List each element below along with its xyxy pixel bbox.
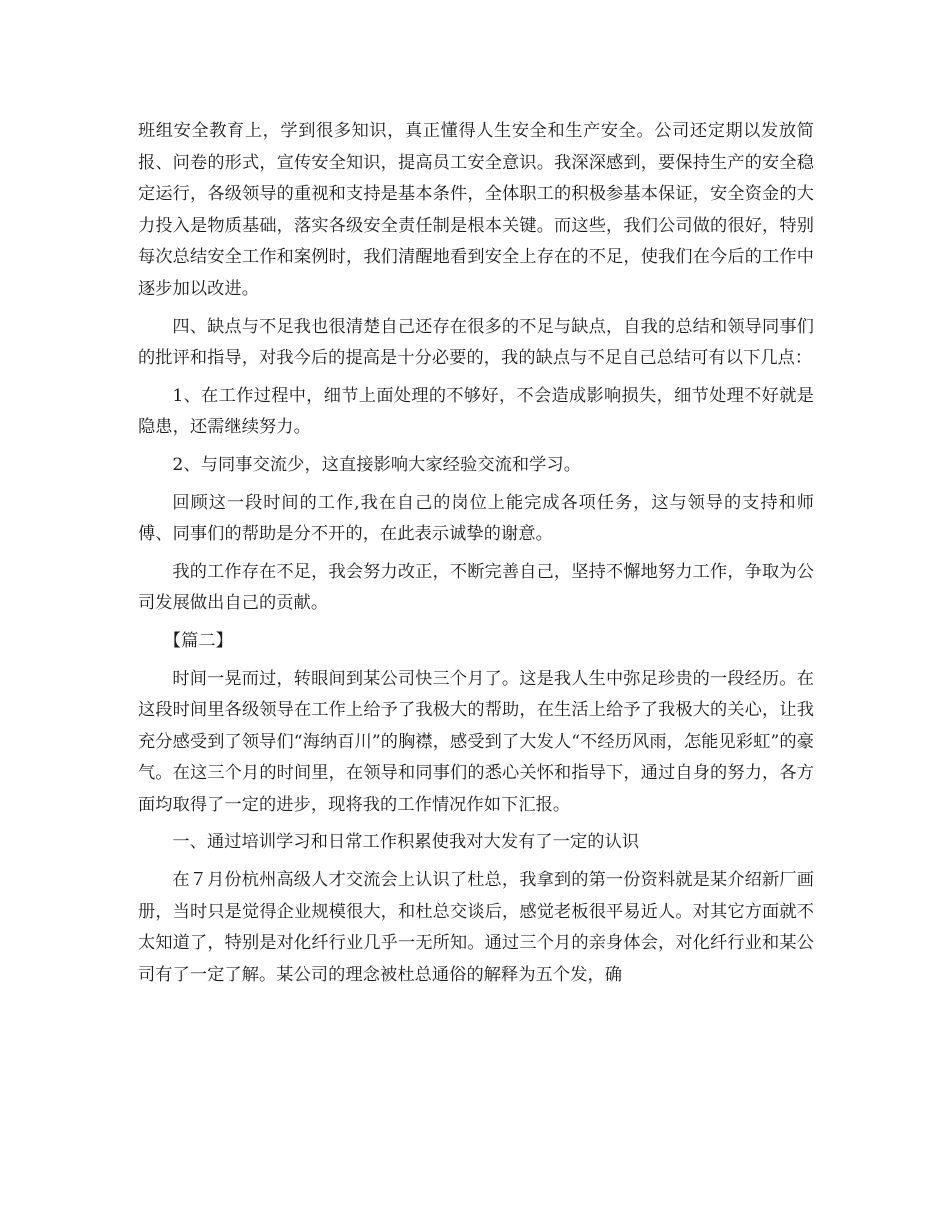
- paragraph-shortcomings: 四、缺点与不足我也很清楚自己还存在很多的不足与缺点，自我的总结和领导同事们的批评和指导，对我今后的提高是十分必要的，我的缺点与不足自己总结可有以下几点：: [138, 316, 814, 369]
- paragraph-commitment: 我的工作存在不足，我会努力改正，不断完善自己，坚持不懈地努力工作，争取为公司发展做出自己的贡献。: [138, 561, 814, 614]
- paragraph-part-two-intro: 时间一晃而过，转眼间到某公司快三个月了。这是我人生中弥足珍贵的一段经历。在这段时间里各级领导在工作上给予了我极大的帮助，在生活上给予了我极大的关心，让我充分感受到了领导们“海纳百川”的胸襟，感受到了大发人“不经历风雨，怎能见彩虹”的豪气。在这三个月的时间里，在领导和同事们的悉心关怀和指导下，通过自身的努力，各方面均取得了一定的进步，现将我的工作情况作如下汇报。: [138, 668, 814, 815]
- paragraph-point-2: 2、与同事交流少，这直接影响大家经验交流和学习。: [172, 454, 582, 475]
- paragraph-hangzhou-fair: 在７月份杭州高级人才交流会上认识了杜总，我拿到的第一份资料就是某介绍新厂画册，当时只是觉得企业规模很大，和杜总交谈后，感觉老板很平易近人。对其它方面就不太知道了，特别是对化纤行业几乎一无所知。通过三个月的亲身体会，对化纤行业和某公司有了一定了解。某公司的理念被杜总通俗的解释为五个发，确: [138, 870, 814, 985]
- subheading-training: 一、通过培训学习和日常工作积累使我对大发有了一定的认识: [172, 832, 640, 853]
- paragraph-safety-education: 班组安全教育上，学到很多知识，真正懂得人生安全和生产安全。公司还定期以发放简报、问卷的形式，宣传安全知识，提高员工安全意识。我深深感到，要保持生产的安全稳定运行，各级领导的重视和支持是基本条件，全体职工的积极参基本保证，安全资金的大力投入是物质基础，落实各级安全责任制是根本关键。而这些，我们公司做的很好，特别每次总结安全工作和案例时，我们清醒地看到安全上存在的不足，使我们在今后的工作中逐步加以改进。: [138, 121, 814, 299]
- section-heading-part-two: 【篇二】: [163, 630, 233, 651]
- paragraph-point-1: 1、在工作过程中，细节上面处理的不够好，不会造成影响损失，细节处理不好就是隐患，还需继续努力。: [138, 385, 814, 438]
- document-body: [138, 116, 814, 997]
- paragraph-review: 回顾这一段时间的工作,我在自己的岗位上能完成各项任务，这与领导的支持和师傅、同事们的帮助是分不开的，在此表示诚挚的谢意。: [138, 492, 814, 545]
